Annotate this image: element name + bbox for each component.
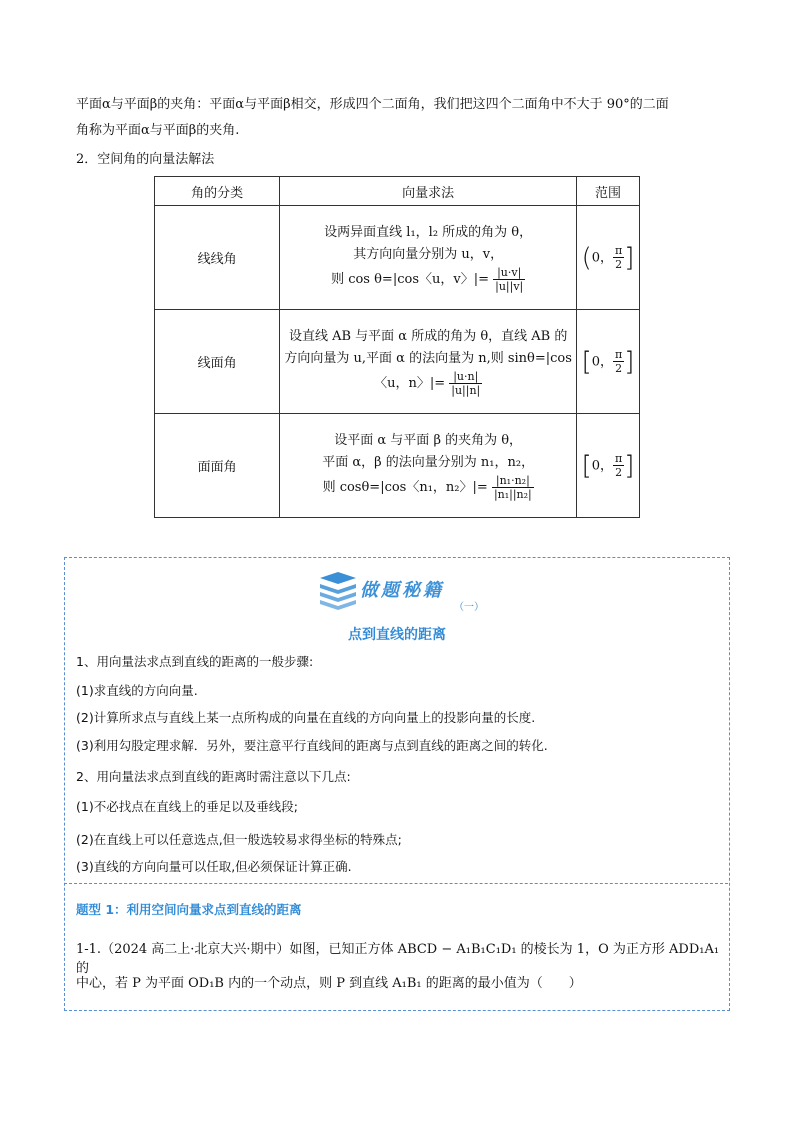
- logo-subtitle: （一）: [454, 602, 484, 613]
- table-row: [155, 414, 640, 518]
- formula-prefix: 则 cos θ=|cos〈u，v〉|=: [331, 272, 489, 287]
- intro-line-1: 平面α与平面β的夹角：平面α与平面β相交，形成四个二面角，我们把这四个二面角中不大于 90°的二面: [76, 97, 669, 112]
- fraction-denominator: 2: [615, 362, 623, 375]
- header-category: 角的分类: [155, 177, 280, 206]
- fraction-denominator: |u||v|: [495, 280, 524, 293]
- range-lower: 0，: [591, 354, 614, 369]
- method-formula: [284, 370, 572, 397]
- table-header-row: [155, 177, 640, 206]
- question-type-title: 题型 1：利用空间向量求点到直线的距离: [76, 902, 302, 917]
- box-line: (2)计算所求点与直线上某一点所构成的向量在直线的方向向量上的投影向量的长度.: [76, 710, 536, 725]
- range-lower: 0，: [591, 250, 614, 265]
- range-right-bracket: ]: [624, 242, 635, 273]
- row-method: [280, 414, 577, 518]
- range-fraction: [613, 244, 624, 271]
- row-name: 线面角: [155, 310, 280, 414]
- section-2-title: 2．空间角的向量法解法: [76, 152, 215, 167]
- box-line: (3)直线的方向向量可以任取,但必须保证计算正确.: [76, 859, 352, 874]
- box-line: 1、用向量法求点到直线的距离的一般步骤:: [76, 654, 314, 669]
- fraction-numerator: π: [615, 244, 623, 257]
- box-line: (1)不必找点在直线上的垂足以及垂线段;: [76, 799, 298, 814]
- method-line: 平面 α，β 的法向量分别为 n₁，n₂，: [322, 455, 535, 470]
- row-range: [577, 414, 640, 518]
- row-method: [280, 206, 577, 310]
- method-formula: [284, 474, 572, 501]
- box-line: (3)利用勾股定理求解．另外，要注意平行直线间的距离与点到直线的距离之间的转化.: [76, 738, 548, 753]
- intro-line-2: 角称为平面α与平面β的夹角.: [76, 123, 240, 138]
- fraction-numerator: |u·n|: [449, 370, 482, 384]
- range-left-bracket: [: [581, 450, 592, 481]
- row-range: [577, 206, 640, 310]
- question-line-2: 中心，若 P 为平面 OD₁B 内的一个动点，则 P 到直线 A₁B₁ 的距离的最小值为（ ）: [76, 976, 582, 991]
- range-left-bracket: (: [581, 242, 592, 273]
- formula-prefix: 〈u，n〉|=: [374, 376, 446, 391]
- question-line-1: 1-1.（2024 高二上·北京大兴·期中）如图，已知正方体 ABCD − A₁B₁C₁D₁ 的棱长为 1，O 为正方形 ADD₁A₁ 的: [76, 942, 720, 976]
- fraction-numerator: |n₁·n₂|: [492, 474, 534, 488]
- method-line: 设直线 AB 与平面 α 所成的角为 θ，直线 AB 的: [288, 329, 568, 344]
- method-line: 设平面 α 与平面 β 的夹角为 θ，: [334, 433, 523, 448]
- formula-fraction: [492, 474, 534, 501]
- method-formula: [284, 266, 572, 293]
- box-line: (1)求直线的方向向量.: [76, 683, 198, 698]
- range-right-bracket: ]: [624, 346, 635, 377]
- header-range: 范围: [577, 177, 640, 206]
- formula-prefix: 则 cosθ=|cos〈n₁，n₂〉|=: [322, 480, 488, 495]
- range-left-bracket: [: [581, 346, 592, 377]
- formula-fraction: [493, 266, 525, 293]
- table-row: [155, 310, 640, 414]
- box-line: 2、用向量法求点到直线的距离时需注意以下几点:: [76, 769, 351, 784]
- box-heading: 点到直线的距离: [348, 627, 446, 643]
- method-line: 方向向量为 u,平面 α 的法向量为 n,则 sinθ=|cos: [284, 351, 572, 366]
- fraction-numerator: π: [615, 452, 623, 465]
- logo-title: 做题秘籍: [360, 580, 444, 601]
- fraction-denominator: 2: [615, 258, 623, 271]
- angle-method-table: [154, 176, 640, 518]
- fraction-denominator: |n₁||n₂|: [493, 488, 532, 501]
- formula-fraction: [449, 370, 482, 397]
- table-row: [155, 206, 640, 310]
- range-right-bracket: ]: [624, 450, 635, 481]
- range-fraction: [613, 348, 624, 375]
- box-divider: [64, 883, 728, 884]
- range-fraction: [613, 452, 624, 479]
- box-line: (2)在直线上可以任意选点,但一般选较易求得坐标的特殊点;: [76, 832, 402, 847]
- fraction-numerator: |u·v|: [493, 266, 525, 280]
- fraction-denominator: 2: [615, 466, 623, 479]
- method-line: 设两异面直线 l₁，l₂ 所成的角为 θ，: [324, 225, 533, 240]
- row-name: 面面角: [155, 414, 280, 518]
- row-range: [577, 310, 640, 414]
- header-method: 向量求法: [280, 177, 577, 206]
- fraction-numerator: π: [615, 348, 623, 361]
- row-method: [280, 310, 577, 414]
- fraction-denominator: |u||n|: [451, 384, 481, 397]
- range-lower: 0，: [591, 458, 614, 473]
- method-line: 其方向向量分别为 u，v，: [353, 247, 504, 262]
- row-name: 线线角: [155, 206, 280, 310]
